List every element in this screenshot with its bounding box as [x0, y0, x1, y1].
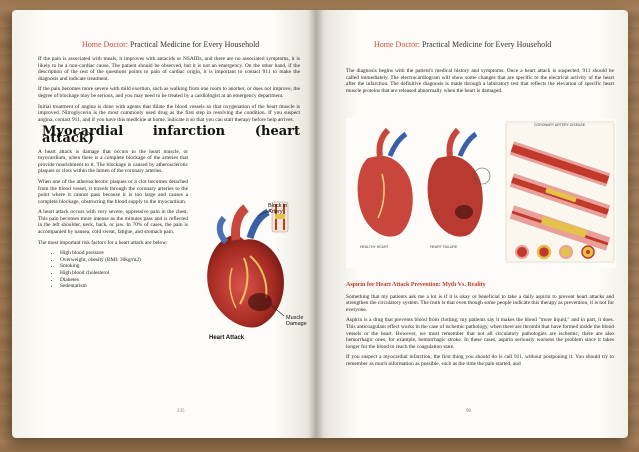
risk-factor-list — [60, 250, 188, 290]
paragraph: If the pain is associated with meals, it improves with antacids or NSAIDs, and there are no associated symptoms, it is likely to be a non-cardiac cause. The patient should be observed, but it is not an emergency. On the other hand, if the description of the rest of the questions points to pain of cardiac origin, it is important to contact 911 to make the diagnosis and indicate treatment. — [38, 56, 300, 82]
list-item: • Overweight, obesity (BMI: 30kg/m2) — [60, 257, 188, 264]
heart-attack-illustration — [188, 198, 300, 348]
paragraph: A heart attack occurs with very severe, oppressive pain in the chest. This pain becomes more intense as the minutes pass and is reflected in the left shoulder, neck, back, or jaw. In 70% of cases, the pain is accompanied by nausea, cold sweat, fatigue, and stomach pain. — [38, 209, 188, 236]
paragraph: When one of the atherosclerotic plaques or a clot becomes detached from the blood vessel, it travels through the coronary arteries to the point where it cannot pass because it is too large and causes a complete blockage, obstructing the blood supply to the myocardium. — [38, 178, 188, 205]
list-item: • Smoking — [60, 263, 188, 270]
heart-failure-label: HEART FAILURE — [430, 245, 458, 249]
left-page-header — [82, 40, 259, 49]
intro-paragraph: The diagnosis begins with the patient's medical history and symptoms. Once a heart attack is suspected, 911 should be called immediately. The electrocardiogram will show some changes that are specific to the electrical activity of the heart after the infarction. The definitive diagnosis is made through a laboratory test that reflects the elevation of specific heart muscle proteins that are released abnormally when the heart is damaged. — [346, 68, 614, 94]
page-number: 90 — [466, 409, 471, 414]
list-item: • High blood cholesterol — [60, 270, 188, 277]
right-page-header — [374, 40, 551, 49]
left-page — [12, 10, 316, 438]
paragraph: A heart attack is damage that occurs to the heart muscle, or myocardium, when there is a complete blockage of the arteries that provide nourishment to it. The blockage is caused by atherosclerotic plaques or clots within the lumen of the coronary arteries. — [38, 148, 188, 175]
text-column — [38, 149, 188, 290]
figure-caption: Heart Attack — [209, 335, 245, 341]
figure-title: CORONARY ARTERY DISEASE — [534, 123, 586, 127]
paragraph: If you suspect a myocardial infarction, the first thing you should do is call 911, without postponing it. You should try to remember as much information as possible, such as the time the pain started, and — [346, 354, 614, 367]
paragraph: The most important risk factors for a heart attack are below: — [38, 239, 168, 246]
healthy-heart-label: HEALTHY HEART — [360, 245, 389, 249]
header-title: Practical Medicine for Every Household — [130, 40, 260, 49]
paragraph: Initial treatment of angina is done with agents that dilate the blood vessels so that oxygenation of the heart muscle is improved. Nitroglycerin is the most commonly used drug as the first step in resolving the condition. If you suspect angina, contact 911, and if you have this medicine at home, indicate it so that you can start therapy before help arrives. — [38, 103, 300, 123]
list-item: • Sedentarism — [60, 283, 188, 290]
muscle-damage-label: Muscle Damage — [286, 315, 307, 327]
paragraph: Aspirin is a drug that prevents blood from clotting; my patients say it makes the blood "more liquid," and in part, it does. This anticoagulant effect works in the case of ischemic pathology, when there are thrombi that have formed inside the blood vessels or the heart. However, we must remember that not all circulatory pathologies are ischemic; there are also hemorrhagic ones, for example, hemorrhagic stroke. In these cases, aspirin seriously worsens the problem since it takes longer for the blood to reach the coagulation state. — [346, 317, 614, 350]
list-item: • High blood pressure — [60, 250, 188, 257]
block-in-artery-label: Block in Artery — [268, 203, 288, 215]
subheading: Aspirin for Heart Attack Prevention: Myth Vs. Reality — [346, 282, 486, 288]
page-number: 235 — [177, 409, 185, 414]
book-spine — [308, 10, 324, 438]
right-page-body — [346, 276, 614, 372]
list-item: • Diabetes — [60, 277, 188, 284]
right-page — [316, 10, 628, 438]
header-brand: Home Doctor: — [374, 40, 420, 49]
header-brand: Home Doctor: — [82, 40, 128, 49]
paragraph: Something that my patients ask me a lot is if it is okay or beneficial to take a daily aspirin to prevent heart attacks and strengthen the circulatory system. The truth is that even though some people indicate this therapy as prevention, it is not for everyone. — [346, 293, 614, 313]
paragraph: If the pain becomes more severe with mild exertion, such as walking from one room to another, or does not improve, the degree of blockage may be serious, and you may need to be treated by a cardiologist at an emergency department. — [38, 86, 300, 99]
header-title: Practical Medicine for Every Household — [422, 40, 552, 49]
open-book — [8, 4, 632, 444]
section-heading: Myocardial infarction (heart attack) — [42, 124, 300, 146]
